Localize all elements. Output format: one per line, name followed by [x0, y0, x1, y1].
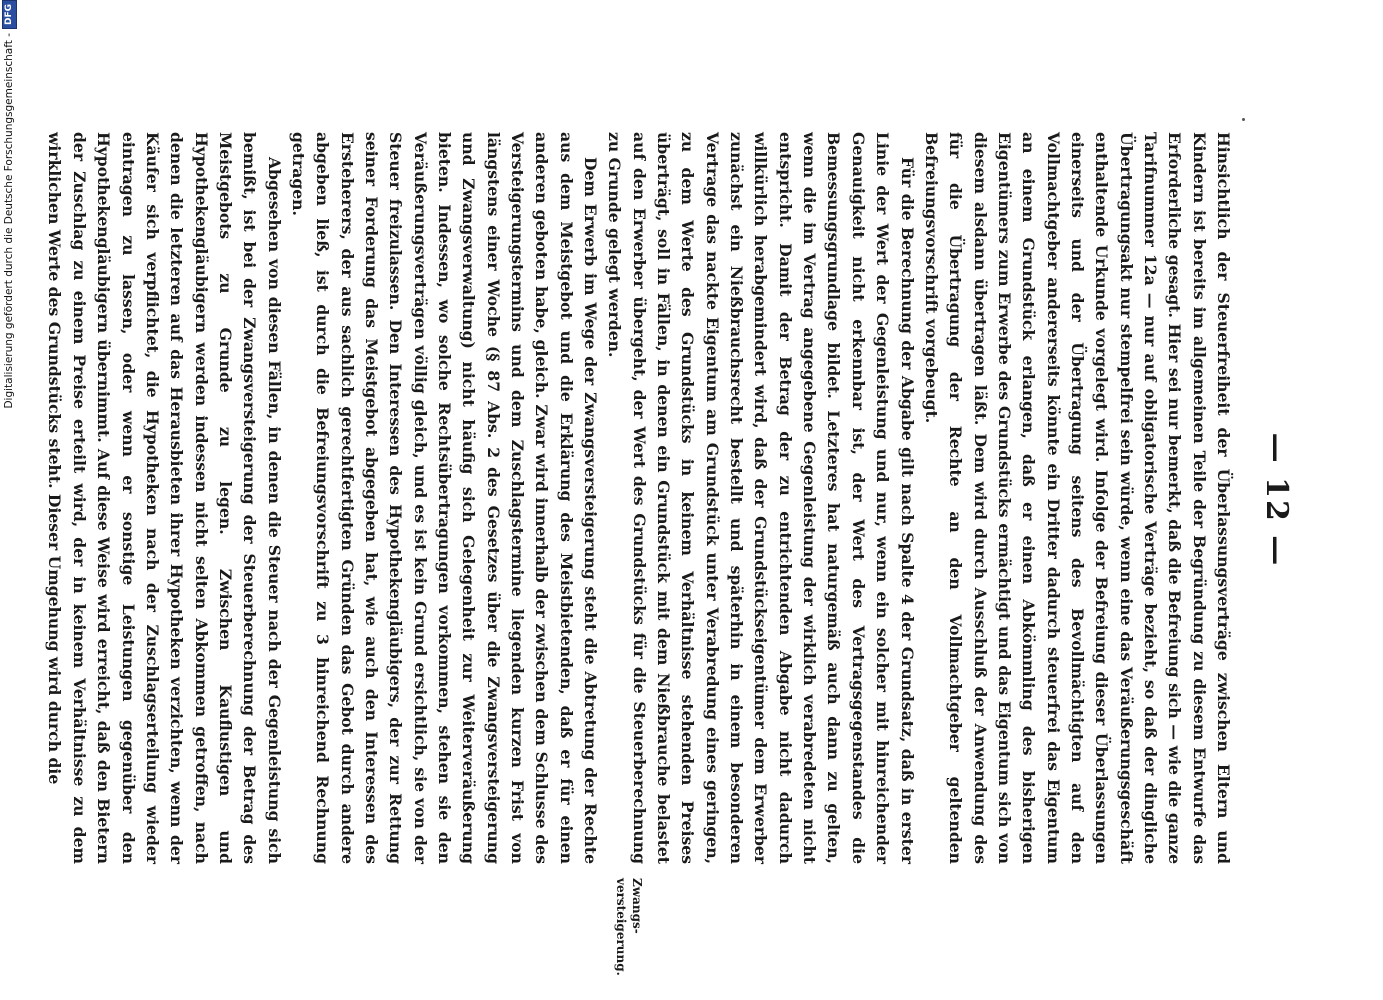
digitization-footer	[0, 0, 18, 1000]
margin-note	[613, 878, 645, 988]
margin-note-line: Zwangs-	[630, 878, 644, 934]
paragraph: Für die Berechnung der Abgabe gilt nach Spalte 4 der Grundsatz, daß in erster Linie der Wert der Gegenleistung und nur, wenn ein solcher mit hinreichender Genauigkeit nicht erkennbar ist, der Wert des Vertragsgegenstandes die Bemessungsgrundlage bildet. Letzteres hat naturgemäß auch dann zu gelten, wenn die im Vertrag angegebene Gegenleistung der wirklich verabredeten nicht entspricht. Damit der Betrag der zu entrichtenden Abgabe nicht dadurch willkürlich herabgemindert wird, daß der Grundstückseigentümer dem Erwerber zunächst ein Nießbrauchsrecht bestellt und späterhin in einem besonderen Vertrage das nackte Eigentum am Grundstück unter Verabredung eines geringen, zu dem Werte des Grundstücks in keinem Verhältnisse stehenden Preises überträgt, soll in Fällen, in denen ein Grundstück mit dem Nießbrauche belastet auf den Erwerber übergeht, der Wert des Grundstücks für die Steuerberechnung zu Grunde gelegt werden.	[605, 132, 917, 864]
dfg-logo-icon: DFG	[2, 0, 17, 29]
paragraph: Dem Erwerb im Wege der Zwangsversteigerung steht die Abtretung der Rechte aus dem Meistgebot und die Erklärung des Meistbietenden, daß er für einen anderen geboten habe, gleich. Zwar wird innerhalb der zwischen dem Schlusse des Versteigerungstermins und dem Zuschlagstermine liegenden kurzen Frist von längstens einer Woche (§ 87 Abs. 2 des Gesetzes über die Zwangsversteigerung und Zwangsverwaltung) nicht häufig sich Gelegenheit zur Weiterveräußerung bieten. Indessen, wo solche Rechtsübertragungen vorkommen, stehen sie den Veräußerungsverträgen völlig gleich, und es ist kein Grund ersichtlich, sie von der Steuer freizulassen. Den Interessen des Hypothekengläubigers, der zur Rettung seiner Forderung das Meistgebot abgegeben hat, wie auch den Interessen des Ersteherers, der aus sachlich gerechtfertigten Gründen das Gebot durch andere abgeben ließ, ist durch die Befreiungsvorschrift zu 3 hinreichend Rechnung getragen.	[288, 132, 601, 864]
paragraph: Abgesehen von diesen Fällen, in denen die Steuer nach der Gegenleistung sich bemißt, ist bei der Zwangsversteigerung der Steuerberechnung der Betrag des Meistgebots zu Grunde zu legen. Zwischen Kauflustigen und Hypothekengläubigern werden indessen nicht selten Abkommen getroffen, nach denen die letzteren auf das Herausbieten ihrer Hypotheken verzichten, wenn der Käufer sich verpflichtet, die Hypotheken nach der Zuschlagserteilung wieder eintragen zu lassen, oder wenn er sonstige Leistungen gegenüber den Hypothekengläubigern übernimmt. Auf diese Weise wird erreicht, daß den Bietern der Zuschlag zu einem Preise erteilt wird, der in keinem Verhältnisse zu dem wirklichen Werte des Grundstücks steht. Dieser Umgehung wird durch die	[45, 132, 284, 864]
footer-text: Digitalisierung gefördert durch die Deutsche Forschungsgemeinschaft -	[3, 33, 15, 409]
margin-note-line: versteigerung.	[614, 878, 628, 976]
paragraph: Hinsichtlich der Steuerfreiheit der Überlassungsverträge zwischen Eltern und Kindern ist bereits im allgemeinen Teile der Begründung zu diesem Entwurfe das Erforderliche gesagt. Hier sei nur bemerkt, daß die Befreiung sich — wie die ganze Tarifnummer 12a — nur auf obligatorische Verträge bezieht, so daß der dingliche Übertragungsakt nur stempelfrei sein würde, wenn eine das Veräußerungsgeschäft enthaltende Urkunde vorgelegt wird. Infolge der Befreiung dieser Überlassungen einerseits und der Übertragung seitens des Bevollmächtigten auf den Vollmachtgeber andererseits könnte ein Dritter dadurch steuerfrei das Eigentum an einem Grundstück erlangen, daß er einen Abkömmling des bisherigen Eigentümers zum Erwerbe des Grundstücks ermächtigt und das Eigentum sich von diesem alsdann übertragen läßt. Dem wird durch Ausschluß der Anwendung des für die Übertragung der Rechte an den Vollmachtgeber geltenden Befreiungsvorschrift vorgebeugt.	[921, 132, 1233, 864]
body-text	[42, 132, 1235, 864]
page-number: — 12 —	[1259, 432, 1294, 568]
scan-speck	[1242, 118, 1245, 121]
